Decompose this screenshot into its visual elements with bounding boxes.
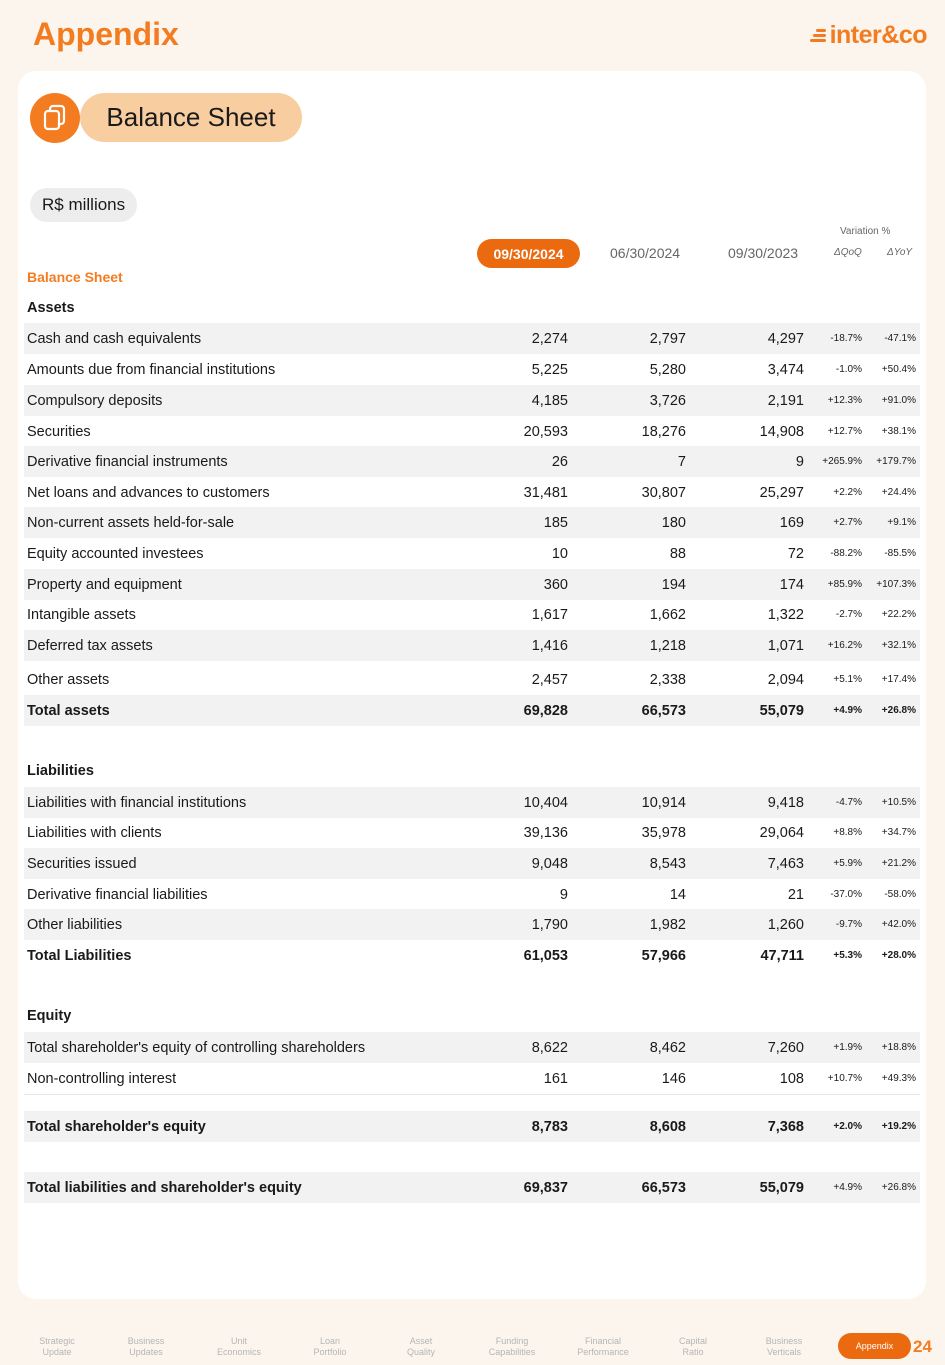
value-prior-quarter: 8,462: [649, 1039, 686, 1056]
value-current: 5,225: [531, 361, 568, 378]
table-row: [24, 599, 920, 630]
nav-asset-quality[interactable]: Asset Quality: [406, 1336, 435, 1357]
nav-loan-portfolio[interactable]: Loan Portfolio: [313, 1336, 347, 1357]
value-prior-year: 108: [779, 1070, 804, 1087]
nav-business-verticals[interactable]: Business Verticals: [765, 1336, 803, 1357]
value-current: 10,404: [523, 794, 568, 811]
table-row: [24, 569, 920, 600]
value-prior-year: 169: [779, 514, 804, 531]
value-current: 26: [551, 453, 568, 470]
nav-capital-ratio[interactable]: Capital Ratio: [678, 1336, 707, 1357]
value-yoy: +49.3%: [881, 1073, 916, 1084]
value-yoy: +38.1%: [881, 426, 916, 437]
value-qoq: +4.9%: [833, 705, 862, 716]
page-number: 24: [913, 1337, 932, 1356]
value-prior-quarter: 35,978: [641, 824, 686, 841]
table-row: [24, 385, 920, 416]
table-row: [24, 507, 920, 538]
value-current: 8,783: [531, 1118, 568, 1135]
column-header-prior-year: 09/30/2023: [728, 245, 799, 261]
value-qoq: -37.0%: [830, 889, 862, 900]
value-qoq: +4.9%: [833, 1182, 862, 1193]
table-row: [24, 416, 920, 447]
value-yoy: +9.1%: [887, 517, 916, 528]
table-row: [24, 848, 920, 879]
value-prior-quarter: 180: [661, 514, 686, 531]
nav-funding-capabilities[interactable]: Funding Capabilities: [488, 1336, 536, 1357]
value-current: 360: [543, 576, 568, 593]
value-qoq: -2.7%: [835, 609, 862, 620]
value-yoy: +91.0%: [881, 395, 916, 406]
value-qoq: +2.2%: [833, 487, 862, 498]
value-current: 1,416: [531, 637, 568, 654]
nav-appendix[interactable]: Appendix: [838, 1333, 911, 1359]
value-qoq: +2.7%: [833, 517, 862, 528]
row-label: Total assets: [27, 702, 110, 719]
copy-icon: [30, 93, 80, 143]
value-prior-year: 1,260: [767, 916, 804, 933]
row-label: Total Liabilities: [27, 947, 132, 964]
row-label: Amounts due from financial institutions: [27, 361, 276, 378]
value-qoq: +265.9%: [822, 456, 862, 467]
table-row: [24, 817, 920, 848]
row-label: Intangible assets: [27, 606, 136, 623]
value-qoq: +16.2%: [827, 640, 862, 651]
value-qoq: +8.8%: [833, 827, 862, 838]
grand-total-row: [24, 1172, 920, 1203]
table-row: [24, 538, 920, 569]
table-row: [24, 664, 920, 695]
value-prior-quarter: 66,573: [641, 1179, 686, 1196]
assets-heading: Assets: [27, 300, 75, 316]
value-prior-year: 72: [787, 545, 804, 562]
total-row: [24, 940, 920, 971]
row-label: Non-controlling interest: [27, 1070, 177, 1087]
value-prior-quarter: 1,662: [649, 606, 686, 623]
qoq-header: ΔQoQ: [834, 247, 862, 258]
value-qoq: -4.7%: [835, 797, 862, 808]
table-row: [24, 787, 920, 818]
value-yoy: +19.2%: [881, 1121, 916, 1132]
value-prior-year: 25,297: [759, 484, 804, 501]
section-title: Balance Sheet: [80, 93, 302, 142]
value-qoq: +5.3%: [833, 950, 862, 961]
value-qoq: -1.0%: [835, 364, 862, 375]
value-current: 8,622: [531, 1039, 568, 1056]
table-row: [24, 909, 920, 940]
value-qoq: -88.2%: [830, 548, 862, 559]
yoy-header: ΔYoY: [887, 247, 913, 258]
page-title: Appendix: [33, 16, 179, 52]
value-prior-quarter: 3,726: [649, 392, 686, 409]
value-current: 69,837: [523, 1179, 568, 1196]
row-label: Securities: [27, 423, 91, 440]
row-label: Other assets: [27, 671, 110, 688]
table-row: [24, 1063, 920, 1095]
value-yoy: -85.5%: [884, 548, 916, 559]
logo-stripes-icon: [810, 29, 826, 42]
value-current: 1,617: [531, 606, 568, 623]
value-current: 39,136: [523, 824, 568, 841]
row-label: Derivative financial liabilities: [27, 886, 208, 903]
nav-business-updates[interactable]: Business Updates: [127, 1336, 165, 1357]
value-prior-year: 3,474: [767, 361, 804, 378]
balance-sheet-card: [18, 71, 926, 1299]
value-prior-quarter: 2,338: [649, 671, 686, 688]
row-label: Cash and cash equivalents: [27, 330, 202, 347]
row-label: Compulsory deposits: [27, 392, 163, 409]
value-prior-year: 1,071: [767, 637, 804, 654]
table-row: [24, 630, 920, 661]
value-current: 2,457: [531, 671, 568, 688]
value-prior-year: 1,322: [767, 606, 804, 623]
value-yoy: -47.1%: [884, 333, 916, 344]
table-row: [24, 446, 920, 477]
value-prior-year: 29,064: [759, 824, 804, 841]
value-current: 10: [551, 545, 568, 562]
value-prior-year: 9: [795, 453, 804, 470]
value-qoq: -18.7%: [830, 333, 862, 344]
value-prior-year: 7,260: [767, 1039, 804, 1056]
value-prior-quarter: 8,543: [649, 855, 686, 872]
value-prior-year: 14,908: [759, 423, 804, 440]
row-label: Total shareholder's equity: [27, 1118, 206, 1135]
liabilities-heading: Liabilities: [27, 763, 94, 779]
row-label: Total liabilities and shareholder's equity: [27, 1179, 302, 1196]
row-label: Liabilities with financial institutions: [27, 794, 247, 811]
value-prior-year: 2,094: [767, 671, 804, 688]
value-current: 4,185: [531, 392, 568, 409]
value-current: 69,828: [523, 702, 568, 719]
value-current: 161: [543, 1070, 568, 1087]
value-prior-year: 47,711: [760, 947, 804, 964]
value-prior-quarter: 1,218: [649, 637, 686, 654]
footer-nav: [0, 1330, 945, 1365]
variation-header: Variation %: [840, 226, 891, 237]
value-prior-quarter: 88: [669, 545, 686, 562]
value-yoy: +28.0%: [881, 950, 916, 961]
value-qoq: +12.3%: [827, 395, 862, 406]
unit-badge: R$ millions: [30, 188, 137, 222]
row-label: Derivative financial instruments: [27, 453, 228, 470]
value-prior-quarter: 1,982: [649, 916, 686, 933]
value-yoy: +24.4%: [881, 487, 916, 498]
logo-text: inter&co: [829, 20, 927, 49]
row-label: Equity accounted investees: [27, 545, 204, 562]
value-current: 31,481: [523, 484, 568, 501]
value-yoy: +21.2%: [881, 858, 916, 869]
value-prior-year: 7,368: [767, 1118, 804, 1135]
sheet-title: Balance Sheet: [27, 269, 123, 285]
value-prior-quarter: 14: [669, 886, 686, 903]
value-prior-quarter: 194: [661, 576, 686, 593]
value-yoy: +17.4%: [881, 674, 916, 685]
row-label: Property and equipment: [27, 576, 182, 593]
value-prior-quarter: 57,966: [641, 947, 686, 964]
value-current: 2,274: [531, 330, 568, 347]
value-current: 185: [543, 514, 568, 531]
value-prior-year: 7,463: [767, 855, 804, 872]
value-prior-quarter: 5,280: [649, 361, 686, 378]
row-label: Liabilities with clients: [27, 824, 162, 841]
table-row: [24, 354, 920, 385]
value-qoq: -9.7%: [835, 919, 862, 930]
value-qoq: +10.7%: [827, 1073, 862, 1084]
inter-co-logo: [810, 20, 927, 50]
value-yoy: +22.2%: [881, 609, 916, 620]
row-label: Securities issued: [27, 855, 137, 872]
table-row: [24, 1032, 920, 1063]
value-qoq: +1.9%: [833, 1042, 862, 1053]
nav-financial-performance[interactable]: Financial Performance: [577, 1336, 629, 1357]
value-prior-year: 21: [787, 886, 804, 903]
table-row: [24, 879, 920, 910]
value-prior-quarter: 146: [661, 1070, 686, 1087]
value-prior-year: 55,079: [759, 702, 804, 719]
value-prior-quarter: 8,608: [649, 1118, 686, 1135]
value-qoq: +85.9%: [827, 579, 862, 590]
value-yoy: +42.0%: [881, 919, 916, 930]
value-qoq: +2.0%: [833, 1121, 862, 1132]
value-current: 1,790: [531, 916, 568, 933]
value-qoq: +12.7%: [827, 426, 862, 437]
column-header-current: 09/30/2024: [477, 239, 580, 268]
row-label: Net loans and advances to customers: [27, 484, 270, 501]
value-yoy: +34.7%: [881, 827, 916, 838]
row-label: Other liabilities: [27, 916, 123, 933]
value-current: 9: [559, 886, 568, 903]
value-current: 9,048: [531, 855, 568, 872]
value-current: 20,593: [523, 423, 568, 440]
total-row: [24, 695, 920, 726]
nav-strategic-update[interactable]: Strategic Update: [39, 1336, 75, 1357]
value-yoy: +18.8%: [881, 1042, 916, 1053]
value-prior-year: 2,191: [767, 392, 804, 409]
value-current: 61,053: [523, 947, 568, 964]
value-prior-quarter: 30,807: [641, 484, 686, 501]
row-label: Deferred tax assets: [27, 637, 153, 654]
value-prior-quarter: 66,573: [641, 702, 686, 719]
value-yoy: +26.8%: [881, 1182, 916, 1193]
value-prior-quarter: 10,914: [641, 794, 686, 811]
value-prior-quarter: 2,797: [649, 330, 686, 347]
row-label: Non-current assets held-for-sale: [27, 514, 235, 531]
value-prior-year: 55,079: [759, 1179, 804, 1196]
value-yoy: +32.1%: [881, 640, 916, 651]
value-prior-year: 4,297: [767, 330, 804, 347]
table-row: [24, 477, 920, 508]
value-prior-quarter: 7: [677, 453, 686, 470]
nav-unit-economics[interactable]: Unit Economics: [216, 1336, 261, 1357]
table-row: [24, 323, 920, 354]
value-yoy: +26.8%: [881, 705, 916, 716]
value-yoy: +10.5%: [881, 797, 916, 808]
value-qoq: +5.9%: [833, 858, 862, 869]
total-row: [24, 1111, 920, 1142]
value-yoy: -58.0%: [884, 889, 916, 900]
column-header-prior-quarter: 06/30/2024: [610, 245, 681, 261]
value-prior-year: 174: [779, 576, 804, 593]
value-prior-quarter: 18,276: [641, 423, 686, 440]
value-qoq: +5.1%: [833, 674, 862, 685]
row-label: Total shareholder's equity of controlling shareholders: [27, 1039, 366, 1056]
value-yoy: +50.4%: [881, 364, 916, 375]
value-yoy: +179.7%: [876, 456, 916, 467]
value-yoy: +107.3%: [876, 579, 916, 590]
value-prior-year: 9,418: [767, 794, 804, 811]
equity-heading: Equity: [27, 1008, 72, 1024]
